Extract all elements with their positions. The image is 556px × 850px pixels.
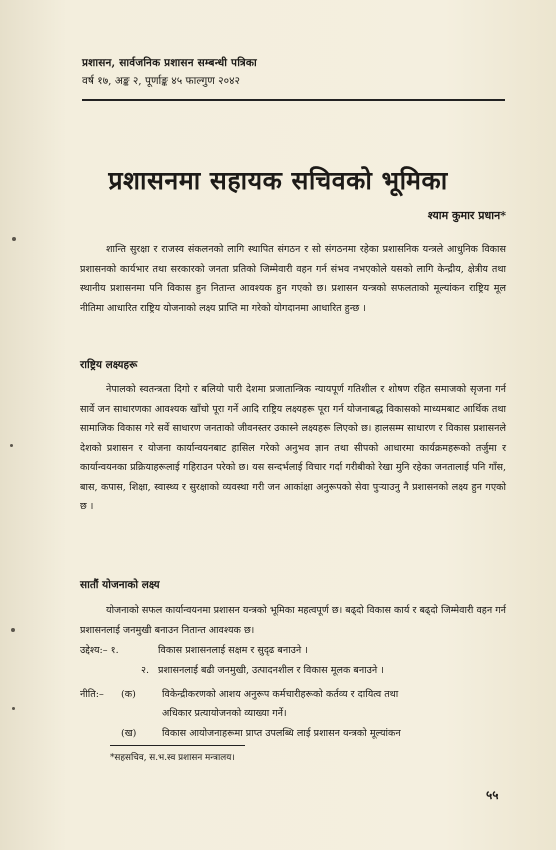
seventh-plan-paragraph: योजनाको सफल कार्यान्वयनमा प्रशासन यन्त्रको भूमिका महत्वपूर्ण छ। बढ्दो विकास कार्य र बढ्दो जिम्मेवारी वहन गर्न प्रशासनलाई जनमुखी बनाउन नितान्त आवश्यक छ। <box>80 605 506 636</box>
objective-2-number: २. <box>141 665 150 676</box>
page-number: ५५ <box>486 788 499 802</box>
policy-a-line-1: विकेन्द्रीकरणको आशय अनुरूप कर्मचारीहरूको कर्तव्य र दायित्व तथा <box>162 689 399 700</box>
article-title: प्रशासनमा सहायक सचिवको भूमिका <box>108 166 448 195</box>
policy-b-marker: (ख) <box>121 728 137 739</box>
article-author: श्याम कुमार प्रधान* <box>427 209 506 222</box>
journal-header <box>82 54 512 90</box>
policy-a-line-2: अधिकार प्रत्यायोजनको व्याख्या गर्ने। <box>162 708 287 719</box>
policy-a-marker: (क) <box>121 689 136 700</box>
issue-info: वर्ष १७, अङ्क २, पूर्णाङ्क ४५ फाल्गुण २०४२ <box>82 75 241 87</box>
objective-1: विकास प्रशासनलाई सक्षम र सुदृढ बनाउने । <box>158 645 308 656</box>
national-goals-paragraph: नेपालको स्वतन्त्रता दिगो र बलियो पारी देशमा प्रजातान्त्रिक न्यायपूर्ण गतिशील र शोषण रहित समाजको सृजना गर्न सार्वे जन साधारणका आवश्यक खाँचो पूरा गर्ने आदि राष्ट्रिय लक्ष्यहरू पूरा गर्न योजनाबद्ध विकासको माध्यमबाट आर्थिक तथा सामाजिक विकास गरे सर्वे साधारण जनताको जीवनस्तर उकास्ने लक्ष्यहरू लिएको छ। हालसम्म साधारण र विकास प्रशासनले देशको प्रशासन र योजना कार्यान्वयनबाट हासिल गरेको अनुभव ज्ञान तथा सीपको आधारमा कार्यक्रमहरूको तर्जुमा र कार्यान्वयनका प्रक्रियाहरूलाई गहिराउन परेको छ। यस सन्दर्भलाई विचार गर्दा गरीबीको रेखा मुनि रहेका जनतालाई पनि गाँस, बास, कपास, शिक्षा, स्वास्थ्य र सुरक्षाको व्यवस्था गरी जन आकांक्षा अनुरूपको सेवा पुऱ्याउनु नै प्रशासनको लक्ष्य हुन गएको छ । <box>80 384 506 512</box>
paper-speck <box>12 237 16 241</box>
policy-label: नीति:– <box>80 689 104 700</box>
header-rule <box>82 99 505 101</box>
journal-name: प्रशासन, सार्वजनिक प्रशासन सम्बन्धी पत्रिका <box>82 57 257 69</box>
section-heading-national-goals: राष्ट्रिय लक्ष्यहरू <box>80 359 138 371</box>
footnote-rule <box>110 745 245 746</box>
intro-paragraph: शान्ति सुरक्षा र राजस्व संकलनको लागि स्थापित संगठन र सो संगठनमा रहेका प्रशासनिक यन्त्रले आधुनिक विकास प्रशासनको कार्यभार तथा सरकारको जनता प्रतिको जिम्मेवारी वहन गर्न संभव नभएकोले यसको लागि केन्द्रीय, क्षेत्रीय तथा स्थानीय प्रशासनमा पनि विकास हुन नितान्त आवश्यक हुन गएको छ। प्रशासन यन्त्रको सफलताको मूल्यांकन राष्ट्रिय मूल नीतिमा आधारित राष्ट्रिय योजनाको लक्ष्य प्राप्ति मा गरेको योगदानमा आधारित हुन्छ । <box>80 244 506 314</box>
objectives-label: उद्देश्य:– १. <box>80 645 119 656</box>
objective-2: प्रशासनलाई बढी जनमुखी, उत्पादनशील र विकास मूलक बनाउने । <box>158 665 384 676</box>
footnote: *सहसचिव, स.भ.स्व प्रशासन मन्त्रालय। <box>110 753 235 763</box>
paper-speck <box>11 628 15 632</box>
paper-speck <box>10 444 13 447</box>
paper-speck <box>12 707 15 710</box>
section-heading-seventh-plan: सातौं योजनाको लक्ष्य <box>80 579 160 591</box>
policy-b-line-1: विकास आयोजनाहरूमा प्राप्त उपलब्धि लाई प्रशासन यन्त्रको मूल्यांकन <box>162 728 401 739</box>
